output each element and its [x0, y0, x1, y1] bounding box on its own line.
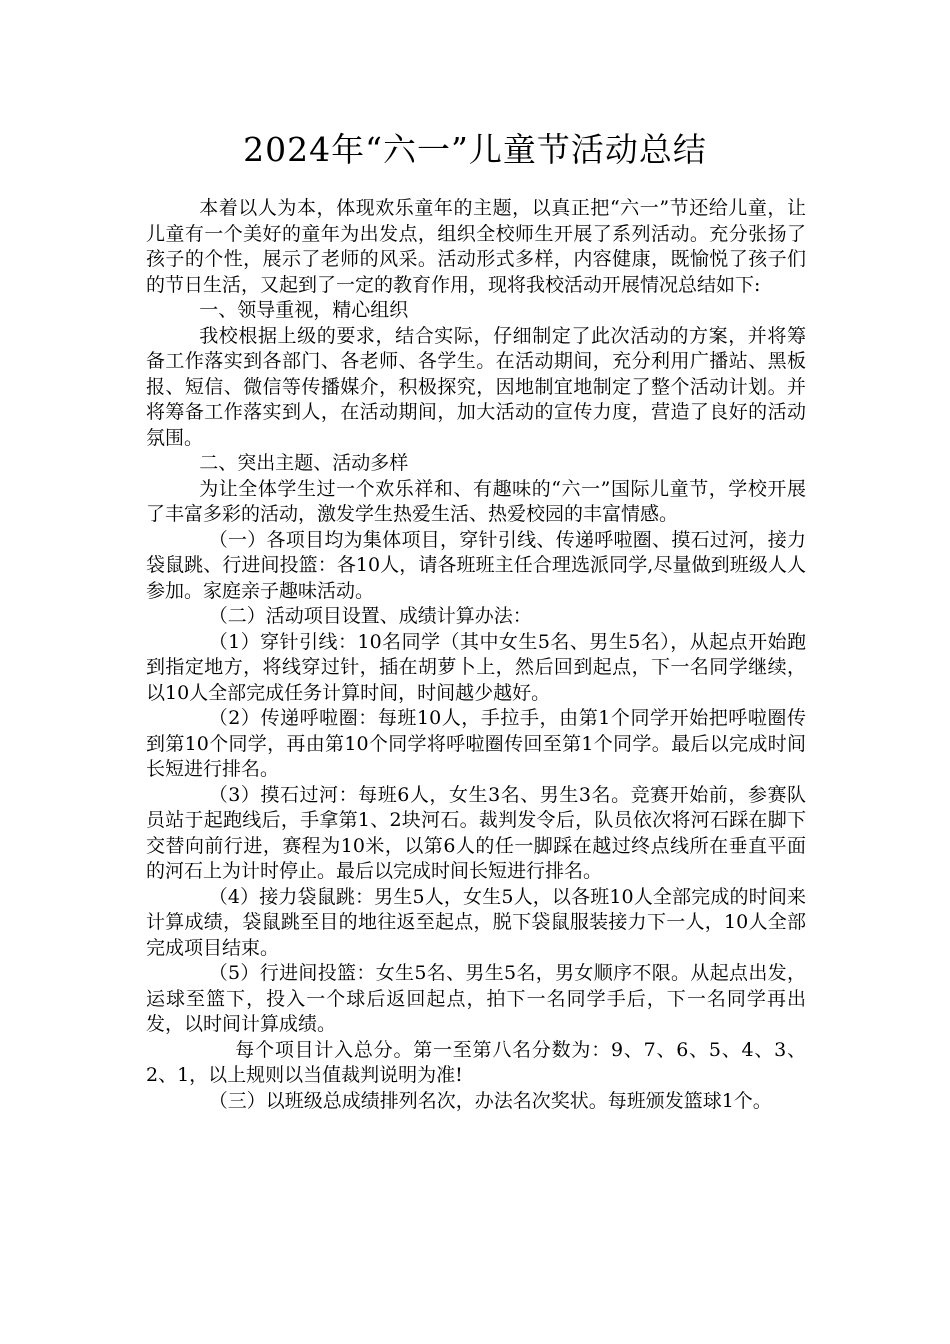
event-rule-5: （5）行进间投篮：女生5名、男生5名，男女顺序不限。从起点出发，运球至篮下，投入一个球后返回起点，拍下一名同学手后，下一名同学再出发，以时间计算成绩。	[146, 962, 806, 1035]
document-title: 2024年“六一”儿童节活动总结	[243, 130, 707, 169]
section-paragraph-1: 我校根据上级的要求，结合实际，仔细制定了此次活动的方案，并将筹备工作落实到各部门、各老师、各学生。在活动期间，充分利用广播站、黑板报、短信、微信等传播媒介，积极探究，因地制宜地制定了整个活动计划。并将筹备工作落实到人，在活动期间，加大活动的宣传力度，营造了良好的活动氛围。	[146, 324, 806, 449]
event-rule-3: （3）摸石过河：每班6人，女生3名、男生3名。竞赛开始前，参赛队员站于起跑线后，手拿第1、2块河石。裁判发令后，队员依次将河石踩在脚下交替向前行进，赛程为10米，以第6人的任一脚踩在越过终点线所在垂直平面的河石上为计时停止。最后以完成时间长短进行排名。	[146, 783, 806, 882]
subsection-paragraph-3: （三）以班级总成绩排列名次，办法名次奖状。每班颁发篮球1个。	[208, 1089, 772, 1112]
document-body	[146, 196, 806, 1114]
scoring-paragraph: 每个项目计入总分。第一至第八名分数为：9、7、6、5、4、3、2、1，以上规则以当值裁判说明为准!	[146, 1038, 806, 1086]
intro-paragraph: 本着以人为本，体现欢乐童年的主题，以真正把“六一”节还给儿童，让儿童有一个美好的童年为出发点，组织全校师生开展了系列活动。充分张扬了孩子的个性，展示了老师的风采。活动形式多样，内容健康，既愉悦了孩子们的节日生活，又起到了一定的教育作用，现将我校活动开展情况总结如下:	[146, 197, 806, 296]
event-rule-1: （1）穿针引线：10名同学（其中女生5名、男生5名），从起点开始跑到指定地方，将线穿过针，插在胡萝卜上，然后回到起点，下一名同学继续，以10人全部完成任务计算时间，时间越少越好。	[146, 630, 806, 704]
event-rule-2: （2）传递呼啦圈：每班10人，手拉手，由第1个同学开始把呼啦圈传到第10个同学，再由第10个同学将呼啦圈传回至第1个同学。最后以完成时间长短进行排名。	[146, 707, 806, 780]
event-rule-4: （4）接力袋鼠跳：男生5人，女生5人，以各班10人全部完成的时间来计算成绩，袋鼠跳至目的地往返至起点，脱下袋鼠服装接力下一人，10人全部完成项目结束。	[146, 885, 806, 959]
subsection-paragraph-1: （一）各项目均为集体项目，穿针引线、传递呼啦圈、摸石过河，接力袋鼠跳、行进间投篮：各10人，请各班班主任合理选派同学,尽量做到班级人人参加。家庭亲子趣味活动。	[146, 528, 806, 602]
section-heading-1: 一、领导重视，精心组织	[199, 299, 409, 321]
section-paragraph-2: 为让全体学生过一个欢乐祥和、有趣味的“六一”国际儿童节，学校开展了丰富多彩的活动，激发学生热爱生活、热爱校园的丰富情感。	[146, 477, 806, 525]
section-heading-2: 二、突出主题、活动多样	[199, 452, 409, 474]
subsection-heading-2: （二）活动项目设置、成绩计算办法：	[208, 605, 532, 627]
